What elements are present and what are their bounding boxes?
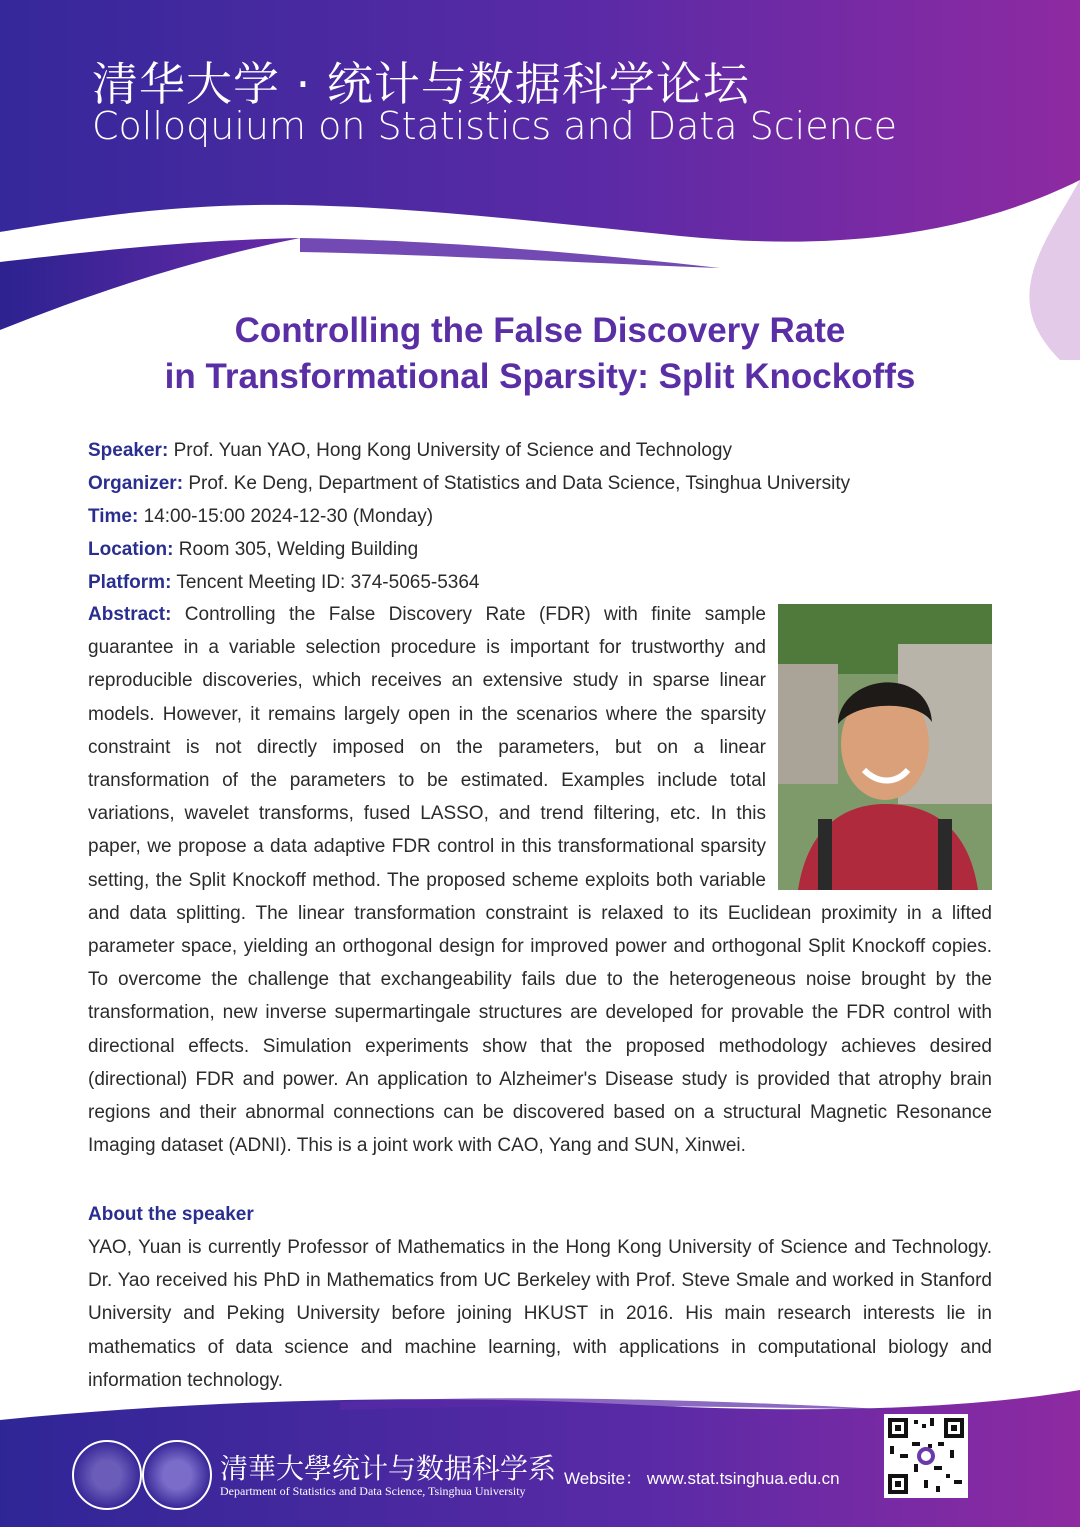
platform-row (88, 566, 992, 599)
abstract-section (88, 598, 992, 1162)
location-value: Room 305, Welding Building (178, 539, 419, 560)
qr-code-icon (884, 1414, 968, 1498)
forum-title-chinese: 清华大学 · 统计与数据科学论坛 (92, 57, 750, 111)
speaker-photo (778, 604, 992, 890)
talk-title-line-1: Controlling the False Discovery Rate (234, 311, 846, 350)
speaker-value: Prof. Yuan YAO, Hong Kong University of Science and Technology (173, 440, 732, 461)
talk-title (0, 308, 1080, 400)
location-label: Location: (88, 539, 174, 560)
platform-label: Platform: (88, 572, 172, 593)
tsinghua-seal-icon (72, 1440, 142, 1510)
organizer-row (88, 467, 992, 500)
website-link[interactable]: Website： www.stat.tsinghua.edu.cn (564, 1469, 840, 1488)
time-row (88, 500, 992, 533)
time-value: 14:00-15:00 2024-12-30 (Monday) (143, 506, 434, 527)
organizer-label: Organizer: (88, 473, 184, 494)
forum-title-english: Colloquium on Statistics and Data Science (92, 104, 897, 148)
location-row (88, 533, 992, 566)
department-name-english: Department of Statistics and Data Science, Tsinghua University (220, 1484, 526, 1498)
department-name-chinese: 清華大學统计与数据科学系 (220, 1452, 557, 1485)
event-info (88, 434, 992, 599)
department-seal-icon (142, 1440, 212, 1510)
time-label: Time: (88, 506, 139, 527)
abstract-text: Controlling the False Discovery Rate (FDR) with finite sample guarantee in a variable selection procedure is important for trustworthy and reproducible discoveries, which receives an extensive study in sparse linear models. However, it remains largely open in the scenarios where the sparsity constraint is not directly imposed on the parameters, but on a linear transformation of the parameters to be estimated. Examples include total variations, wavelet transforms, fused LASSO, and trend filtering, etc. In this paper, we propose a data adaptive FDR control in this transformational sparsity setting, the Split Knockoff method. The proposed scheme exploits both variable and data splitting. The linear transformation constraint is relaxed to its Euclidean proximity in a lifted parameter space, yielding an orthogonal design for improved power and orthogonal Split Knockoff copies. To overcome the challenge that exchangeability fails due to the heterogeneous noise brought by the transformation, new inverse supermartingale structures are developed for provable the FDR control with directional effects. Simulation experiments show that the proposed methodology achieves desired (directional) FDR and power. An application to Alzheimer's Disease study is provided that atrophy brain regions and their abnormal connections can be discovered based on a structural Magnetic Resonance Imaging dataset (ADNI). This is a joint work with CAO, Yang and SUN, Xinwei. (88, 604, 992, 1157)
speaker-label: Speaker: (88, 440, 169, 461)
talk-title-line-2: in Transformational Sparsity: Split Knockoffs (164, 357, 916, 396)
platform-value: Tencent Meeting ID: 374-5065-5364 (176, 572, 480, 593)
speaker-row (88, 434, 992, 467)
about-speaker-text: YAO, Yuan is currently Professor of Mathematics in the Hong Kong University of Science and Technology. Dr. Yao received his PhD in Mathematics from UC Berkeley with Prof. Steve Smale and worked in Stanford University and Peking University before joining HKUST in 2016. His main research interests lie in mathematics of data science and machine learning, with applications in computational biology and information technology. (88, 1237, 992, 1391)
abstract-label: Abstract: (88, 604, 172, 625)
organizer-value: Prof. Ke Deng, Department of Statistics and Data Science, Tsinghua University (188, 473, 851, 494)
about-speaker-heading: About the speaker (88, 1204, 254, 1225)
